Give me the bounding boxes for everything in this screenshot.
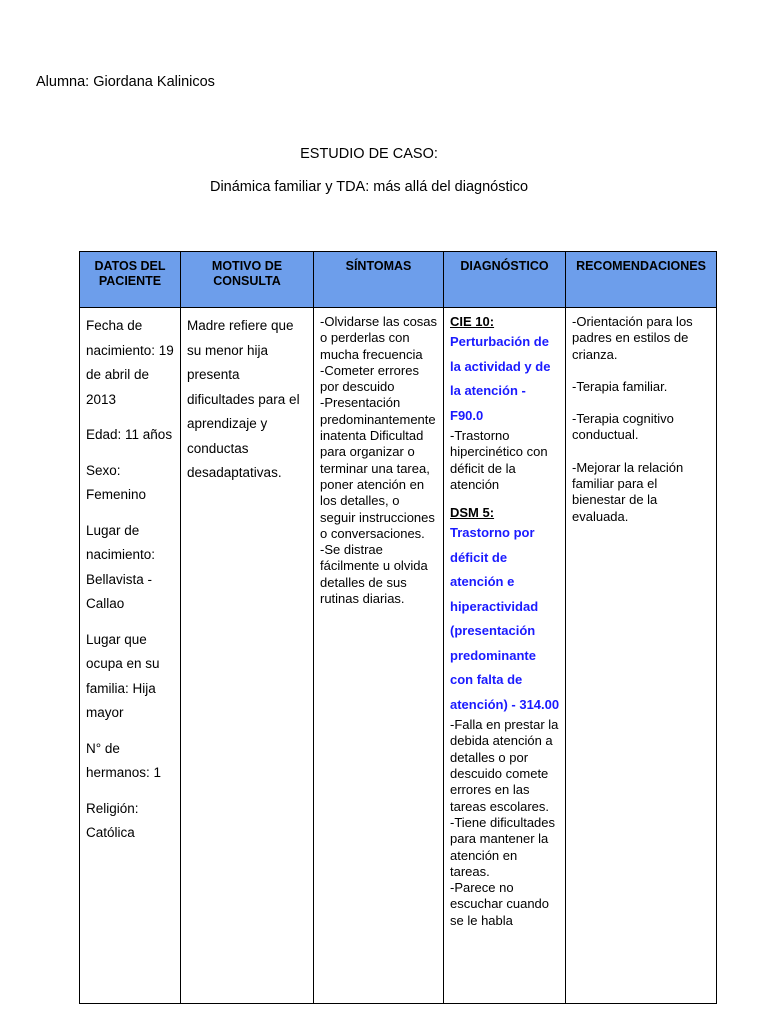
table-row — [80, 308, 717, 1004]
patient-birthdate: Fecha de nacimiento: 19 de abril de 2013 — [86, 318, 174, 407]
recommendation-item: -Mejorar la relación familiar para el bienestar de la evaluada. — [572, 459, 684, 524]
patient-data-cell — [80, 308, 181, 1004]
patient-sex: Sexo: Femenino — [86, 462, 147, 502]
patient-age: Edad: 11 años — [86, 427, 173, 442]
document-subtitle: Dinámica familiar y TDA: más allá del diagnóstico — [209, 179, 529, 195]
document-titles — [0, 145, 738, 211]
patient-siblings: N° de hermanos: 1 — [86, 740, 162, 780]
student-name: Alumna: Giordana Kalinicos — [36, 74, 215, 90]
patient-birthplace: Lugar de nacimiento: Bellavista - Callao — [86, 522, 156, 611]
cie-diagnosis: Perturbación de la actividad y de la atención - F90.0 — [450, 334, 551, 423]
recommendations-cell — [566, 308, 717, 1004]
dsm-criterion: -Tiene dificultades para mantener la atención en tareas. — [450, 814, 556, 879]
table-header-row — [80, 252, 717, 308]
header-recommendations: RECOMENDACIONES — [566, 252, 717, 308]
recommendation-item: -Terapia cognitivo conductual. — [572, 411, 674, 443]
diagnosis-cell — [444, 308, 566, 1004]
symptom-item: -Cometer errores por descuido — [320, 362, 419, 395]
header-symptoms: SÍNTOMAS — [314, 252, 444, 308]
symptoms-cell — [314, 308, 444, 1004]
header-patient-data: DATOS DEL PACIENTE — [80, 252, 181, 308]
consult-reason-cell — [181, 308, 314, 1004]
header-consult-reason: MOTIVO DE CONSULTA — [181, 252, 314, 308]
dsm-title: DSM 5: — [450, 505, 495, 521]
cie-description: -Trastorno hipercinético con déficit de la atención — [450, 428, 548, 492]
cie-title: CIE 10: — [450, 314, 495, 329]
recommendation-item: -Terapia familiar. — [572, 378, 668, 394]
dsm-diagnosis: Trastorno por déficit de atención e hiperactividad (presentación predominante con falta de atención) - 314.00 — [450, 525, 560, 712]
patient-family-position: Lugar que ocupa en su familia: Hija mayor — [86, 631, 160, 720]
symptom-item: -Olvidarse las cosas o perderlas con mucha frecuencia — [320, 314, 438, 362]
document-title: ESTUDIO DE CASO: — [300, 146, 438, 162]
dsm-criterion: -Parece no escuchar cuando se le habla — [450, 880, 550, 928]
symptom-item: -Se distrae fácilmente u olvida detalles de sus rutinas diarias. — [320, 542, 428, 607]
header-diagnosis: DIAGNÓSTICO — [444, 252, 566, 308]
consult-reason-text: Madre refiere que su menor hija presenta dificultades para el aprendizaje y conductas desadaptativas. — [187, 318, 300, 480]
symptom-item: -Presentación predominantemente inatenta Dificultad para organizar o terminar una tarea, poner atención en los detalles, o seguir instrucciones o conversaciones. — [320, 395, 436, 541]
case-table — [79, 251, 717, 1004]
patient-religion: Religión: Católica — [86, 800, 139, 840]
dsm-criterion: -Falla en prestar la debida atención a detalles o por descuido comete errores en las tareas escolares. — [450, 717, 559, 814]
recommendation-item: -Orientación para los padres en estilos de crianza. — [572, 314, 693, 362]
